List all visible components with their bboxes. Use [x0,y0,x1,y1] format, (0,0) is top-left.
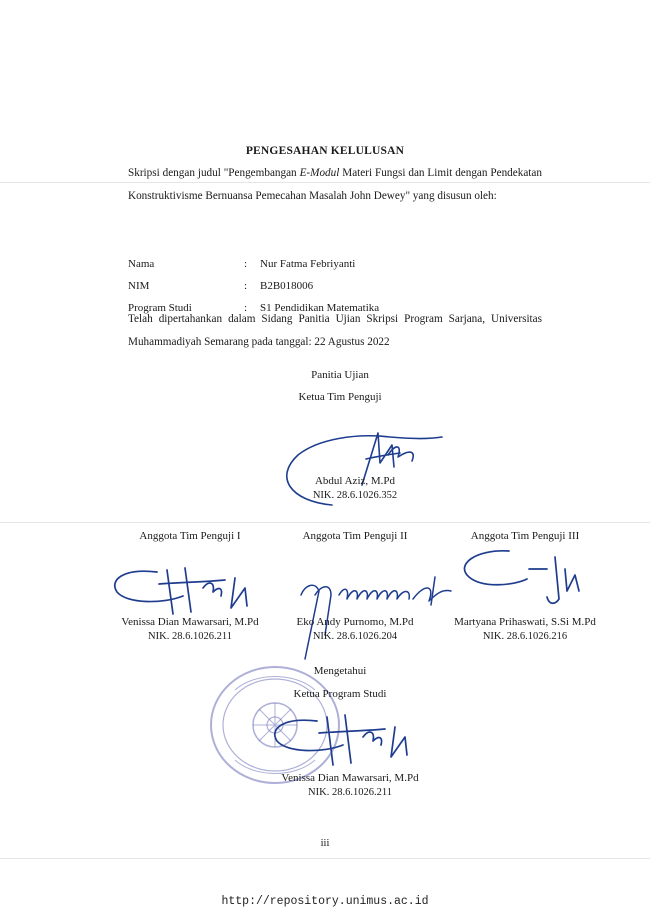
repository-url[interactable]: http://repository.unimus.ac.id [221,895,429,908]
examiner-2-role: Anggota Tim Penguji II [302,530,408,542]
thesis-intro-rest: Materi Fungsi dan Limit dengan Pendekatan Konstruktivisme Bernuansa Pemecahan Masalah John Dewey" yang disusun oleh: [128,167,542,202]
chair-name: Abdul Aziz, M.Pd [314,475,396,487]
examiner-1-name: Venissa Dian Mawarsari, M.Pd [121,616,259,628]
head-signature [265,705,435,773]
examiner-2-signature [275,555,465,665]
field-label-program: Program Studi [128,302,192,314]
page-number: iii [320,838,330,849]
committee-heading: Panitia Ujian [311,369,369,381]
head-name: Venissa Dian Mawarsari, M.Pd [281,772,419,784]
examiner-3-signature [455,545,605,615]
defense-statement: Telah dipertahankan dalam Sidang Panitia Ujian Skripsi Program Sarjana, Universitas Muhammadiyah Semarang pada tanggal: 22 Agustus 2022 [128,313,542,348]
thesis-statement [128,162,542,207]
page-title: PENGESAHAN KELULUSAN [245,145,405,157]
field-value-name: Nur Fatma Febriyanti [260,258,356,270]
scan-artifact-line [0,522,650,523]
scan-artifact-line [0,858,650,859]
chair-nik: NIK. 28.6.1026.352 [312,490,398,501]
examiner-3-nik: NIK. 28.6.1026.216 [482,631,568,642]
acknowledged-label: Mengetahui [313,665,367,677]
field-colon: : [244,302,248,314]
examiner-1-nik: NIK. 28.6.1026.211 [148,631,232,642]
field-value-nim: B2B018006 [260,280,314,292]
examiner-2-name: Eko Andy Purnomo, M.Pd [296,616,414,628]
thesis-title-italic: E-Modul [299,167,340,179]
head-role: Ketua Program Studi [293,688,387,700]
examiner-2-nik: NIK. 28.6.1026.204 [312,631,398,642]
examiner-3-role: Anggota Tim Penguji III [470,530,580,542]
field-colon: : [244,280,248,292]
examiner-1-role: Anggota Tim Penguji I [139,530,241,542]
thesis-intro-text: Skripsi dengan judul "Pengembangan [128,167,300,179]
field-colon: : [244,258,248,270]
examiner-1-signature [105,558,275,620]
field-value-program: S1 Pendidikan Matematika [260,302,380,314]
field-label-nim: NIM [128,280,150,292]
examiner-3-name: Martyana Prihaswati, S.Si M.Pd [454,616,596,628]
field-label-name: Nama [128,258,155,270]
head-nik: NIK. 28.6.1026.211 [308,787,392,798]
chair-role: Ketua Tim Penguji [298,391,382,403]
